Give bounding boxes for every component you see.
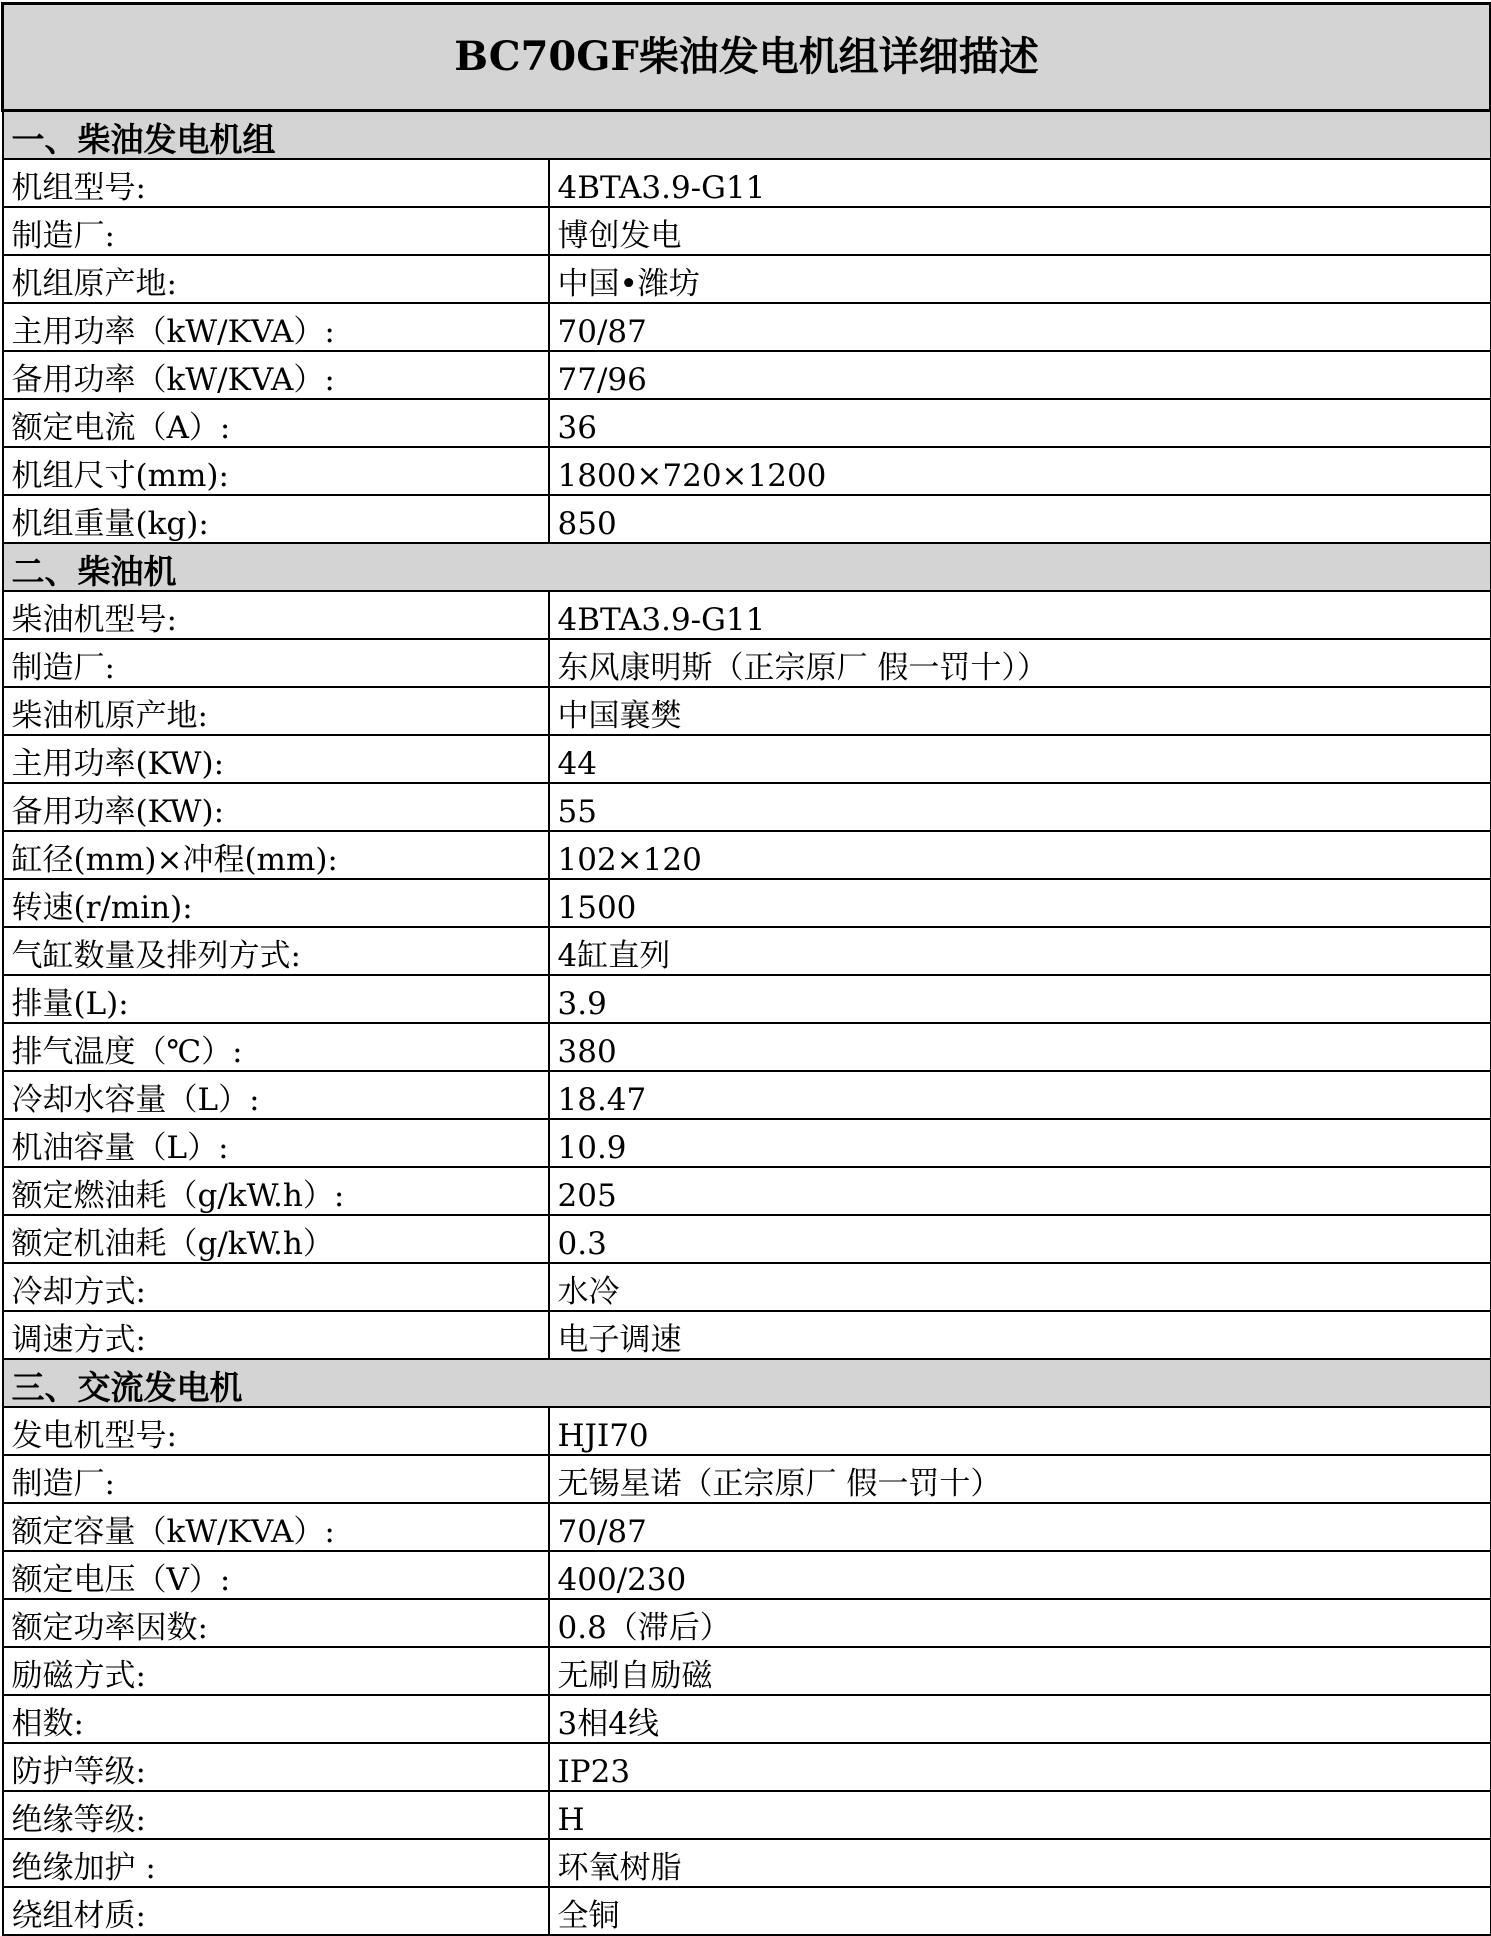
spec-value: 电子调速 (549, 1311, 1491, 1359)
table-row (3, 447, 1491, 495)
spec-label: 绝缘加护 : (3, 1839, 549, 1887)
table-row (3, 1647, 1491, 1695)
table-row (3, 1023, 1491, 1071)
spec-label: 制造厂: (3, 639, 549, 687)
spec-label: 额定容量（kW/KVA）: (3, 1503, 549, 1551)
spec-value: 1500 (549, 879, 1491, 927)
spec-label: 柴油机原产地: (3, 687, 549, 735)
spec-value: 无刷自励磁 (549, 1647, 1491, 1695)
spec-label: 额定燃油耗（g/kW.h）: (3, 1167, 549, 1215)
spec-value: 70/87 (549, 303, 1491, 351)
table-row (3, 1119, 1491, 1167)
spec-value: 全铜 (549, 1887, 1491, 1935)
spec-value: 4缸直列 (549, 927, 1491, 975)
spec-value: 380 (549, 1023, 1491, 1071)
spec-label: 调速方式: (3, 1311, 549, 1359)
table-row (3, 495, 1491, 543)
section-heading: 三、交流发电机 (3, 1359, 1491, 1407)
table-row (3, 1071, 1491, 1119)
spec-label: 相数: (3, 1695, 549, 1743)
spec-value: 水冷 (549, 1263, 1491, 1311)
section-header-row (3, 111, 1491, 160)
spec-value: 0.8（滞后） (549, 1599, 1491, 1647)
table-row (3, 687, 1491, 735)
spec-value: 3相4线 (549, 1695, 1491, 1743)
table-row (3, 1167, 1491, 1215)
table-row (3, 735, 1491, 783)
spec-value: 环氧树脂 (549, 1839, 1491, 1887)
spec-value: 44 (549, 735, 1491, 783)
table-row (3, 1551, 1491, 1599)
spec-label: 制造厂: (3, 1455, 549, 1503)
table-row (3, 639, 1491, 687)
spec-value: 70/87 (549, 1503, 1491, 1551)
spec-value: 中国•潍坊 (549, 255, 1491, 303)
spec-label: 励磁方式: (3, 1647, 549, 1695)
section-heading: 一、柴油发电机组 (3, 111, 1491, 160)
table-row (3, 303, 1491, 351)
spec-label: 排量(L): (3, 975, 549, 1023)
spec-value: HJI70 (549, 1407, 1491, 1455)
table-row (3, 1743, 1491, 1791)
spec-value: 55 (549, 783, 1491, 831)
spec-value: 10.9 (549, 1119, 1491, 1167)
spec-label: 冷却方式: (3, 1263, 549, 1311)
spec-label: 制造厂: (3, 207, 549, 255)
spec-value: 0.3 (549, 1215, 1491, 1263)
table-row (3, 1599, 1491, 1647)
spec-value: 4BTA3.9-G11 (549, 159, 1491, 207)
table-row (3, 159, 1491, 207)
spec-label: 额定机油耗（g/kW.h） (3, 1215, 549, 1263)
section-heading: 二、柴油机 (3, 543, 1491, 591)
spec-value: 205 (549, 1167, 1491, 1215)
spec-label: 主用功率(KW): (3, 735, 549, 783)
spec-value: 77/96 (549, 351, 1491, 399)
table-row (3, 255, 1491, 303)
table-row (3, 975, 1491, 1023)
page-title: BC70GF柴油发电机组详细描述 (3, 4, 1491, 111)
spec-value: 102×120 (549, 831, 1491, 879)
table-row (3, 399, 1491, 447)
spec-table (1, 2, 1491, 1936)
spec-label: 转速(r/min): (3, 879, 549, 927)
spec-value: 中国襄樊 (549, 687, 1491, 735)
spec-label: 防护等级: (3, 1743, 549, 1791)
spec-value: 850 (549, 495, 1491, 543)
section-header-row (3, 543, 1491, 591)
spec-label: 额定电压（V）: (3, 1551, 549, 1599)
spec-label: 柴油机型号: (3, 591, 549, 639)
table-row (3, 351, 1491, 399)
spec-label: 机组尺寸(mm): (3, 447, 549, 495)
spec-label: 机组重量(kg): (3, 495, 549, 543)
table-row (3, 1791, 1491, 1839)
spec-label: 机组型号: (3, 159, 549, 207)
spec-value: 18.47 (549, 1071, 1491, 1119)
spec-label: 机油容量（L）: (3, 1119, 549, 1167)
spec-label: 冷却水容量（L）: (3, 1071, 549, 1119)
spec-label: 额定电流（A）: (3, 399, 549, 447)
spec-value: 4BTA3.9-G11 (549, 591, 1491, 639)
table-row (3, 1455, 1491, 1503)
table-row (3, 879, 1491, 927)
table-row (3, 831, 1491, 879)
title-row (3, 4, 1491, 111)
spec-label: 气缸数量及排列方式: (3, 927, 549, 975)
spec-value: 1800×720×1200 (549, 447, 1491, 495)
table-row (3, 1503, 1491, 1551)
spec-value: 36 (549, 399, 1491, 447)
table-row (3, 591, 1491, 639)
table-row (3, 1215, 1491, 1263)
table-row (3, 783, 1491, 831)
spec-label: 备用功率(KW): (3, 783, 549, 831)
table-row (3, 1839, 1491, 1887)
table-row (3, 1311, 1491, 1359)
spec-label: 排气温度（℃）: (3, 1023, 549, 1071)
spec-label: 额定功率因数: (3, 1599, 549, 1647)
table-row (3, 1695, 1491, 1743)
spec-value: 无锡星诺（正宗原厂 假一罚十） (549, 1455, 1491, 1503)
spec-label: 机组原产地: (3, 255, 549, 303)
section-header-row (3, 1359, 1491, 1407)
spec-label: 备用功率（kW/KVA）: (3, 351, 549, 399)
spec-value: 东风康明斯（正宗原厂 假一罚十）） (549, 639, 1491, 687)
spec-value: H (549, 1791, 1491, 1839)
spec-value: 博创发电 (549, 207, 1491, 255)
table-row (3, 1887, 1491, 1935)
spec-label: 绝缘等级: (3, 1791, 549, 1839)
spec-label: 绕组材质: (3, 1887, 549, 1935)
spec-value: 400/230 (549, 1551, 1491, 1599)
table-row (3, 207, 1491, 255)
spec-value: 3.9 (549, 975, 1491, 1023)
table-row (3, 1407, 1491, 1455)
table-row (3, 927, 1491, 975)
spec-label: 主用功率（kW/KVA）: (3, 303, 549, 351)
spec-label: 发电机型号: (3, 1407, 549, 1455)
table-row (3, 1263, 1491, 1311)
spec-value: IP23 (549, 1743, 1491, 1791)
spec-label: 缸径(mm)×冲程(mm): (3, 831, 549, 879)
